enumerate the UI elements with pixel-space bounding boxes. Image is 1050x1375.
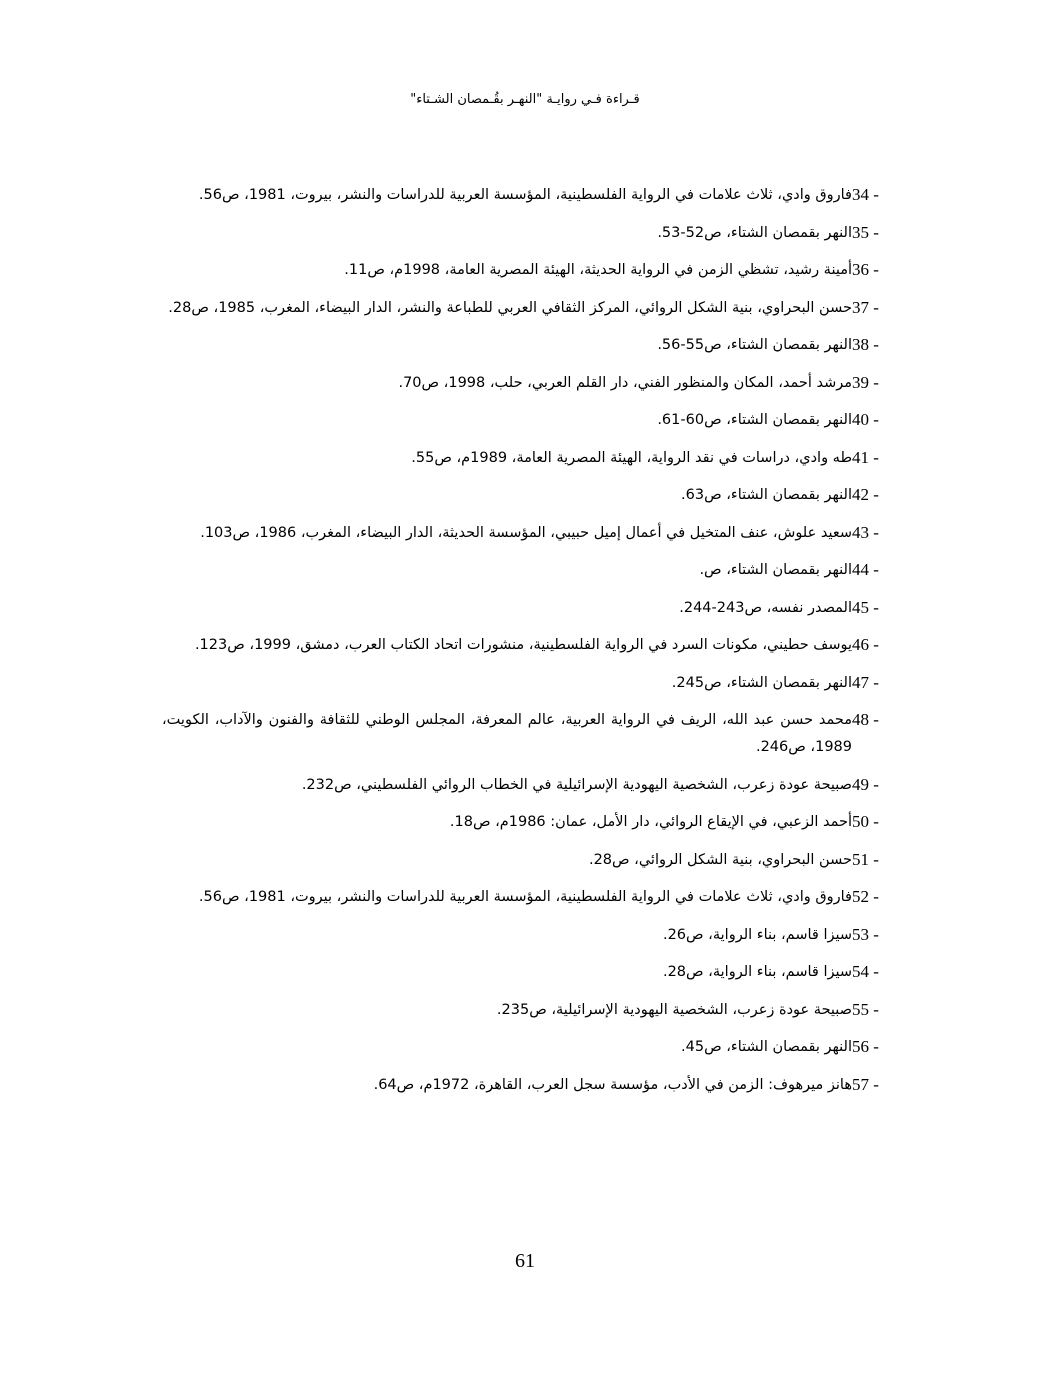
endnote-item xyxy=(162,632,908,659)
endnote-item xyxy=(162,557,908,584)
endnote-number: 42 - xyxy=(852,485,879,504)
endnote-text: مرشد أحمد، المكان والمنظور الفني، دار القلم العربي، حلب، 1998، ص70. xyxy=(398,374,852,391)
endnote-text: النهر بقمصان الشتاء، ص45. xyxy=(681,1039,852,1055)
endnote-number: 39 - xyxy=(852,372,879,392)
endnote-text: هانز ميرهوف: الزمن في الأدب، مؤسسة سجل العرب، القاهرة، 1972م، ص64. xyxy=(373,1076,852,1093)
endnote-text: سعيد علوش، عنف المتخيل في أعمال إميل حبيبي، المؤسسة الحديثة، الدار البيضاء، المغرب، 1986، ص103. xyxy=(200,524,852,541)
endnote-text: أمينة رشيد، تشظي الزمن في الرواية الحديثة، الهيئة المصرية العامة، 1998م، ص11. xyxy=(344,262,852,278)
endnote-item xyxy=(162,1034,908,1061)
endnote-item xyxy=(162,997,908,1024)
endnote-number: 55 - xyxy=(852,999,879,1019)
endnote-text: حسن البحراوي، بنية الشكل الروائي، المركز الثقافي العربي للطباعة والنشر، الدار البيضاء، المغرب، 1985، ص28. xyxy=(168,299,852,316)
endnote-number: 49 - xyxy=(852,774,879,794)
endnote-text: سيزا قاسم، بناء الرواية، ص28. xyxy=(662,964,852,980)
endnote-text: النهر بقمصان الشتاء، ص60-61. xyxy=(657,412,852,428)
endnote-number: 41 - xyxy=(852,447,879,467)
endnote-number: 36 - xyxy=(852,260,879,279)
endnote-text: المصدر نفسه، ص243-244. xyxy=(679,599,852,616)
endnote-item xyxy=(162,847,908,874)
endnote-item xyxy=(162,670,908,697)
page-number: 61 xyxy=(515,1250,535,1272)
endnote-item xyxy=(162,370,908,397)
endnote-item xyxy=(162,257,908,284)
endnote-item xyxy=(162,1072,908,1099)
endnote-text: النهر بقمصان الشتاء، ص52-53. xyxy=(657,224,852,241)
endnote-item xyxy=(162,809,908,836)
endnote-item xyxy=(162,182,908,209)
endnote-text: صبيحة عودة زعرب، الشخصية اليهودية الإسرائيلية، ص235. xyxy=(496,1001,852,1018)
endnote-number: 54 - xyxy=(852,962,879,981)
endnote-item xyxy=(162,407,908,434)
endnote-text: النهر بقمصان الشتاء، ص. xyxy=(699,562,852,578)
endnote-number: 37 - xyxy=(852,297,879,317)
endnote-text: صبيحة عودة زعرب، الشخصية اليهودية الإسرائيلية في الخطاب الروائي الفلسطيني، ص232. xyxy=(301,776,852,793)
endnote-item xyxy=(162,220,908,247)
endnote-number: 48 - xyxy=(852,710,879,729)
endnote-number: 52 - xyxy=(852,887,879,906)
endnote-text: يوسف حطيني، مكونات السرد في الرواية الفلسطينية، منشورات اتحاد الكتاب العرب، دمشق، 1999، ص123. xyxy=(194,637,852,653)
endnote-number: 50 - xyxy=(852,812,879,831)
endnote-number: 51 - xyxy=(852,849,879,869)
endnote-number: 43 - xyxy=(852,522,879,542)
endnote-text: محمد حسن عبد الله، الريف في الرواية العربية، عالم المعرفة، المجلس الوطني للثقافة والفنون والآداب، الكويت، 1989، ص246. xyxy=(162,712,852,755)
endnote-item xyxy=(162,332,908,359)
endnote-text: النهر بقمصان الشتاء، ص55-56. xyxy=(657,337,852,353)
endnote-number: 40 - xyxy=(852,410,879,429)
endnote-text: النهر بقمصان الشتاء، ص245. xyxy=(671,674,852,691)
endnote-item xyxy=(162,520,908,547)
endnote-number: 44 - xyxy=(852,560,879,579)
endnote-number: 56 - xyxy=(852,1037,879,1056)
endnote-number: 35 - xyxy=(852,222,879,242)
endnote-item xyxy=(162,959,908,986)
endnote-item xyxy=(162,595,908,622)
endnote-item xyxy=(162,482,908,509)
endnote-number: 57 - xyxy=(852,1074,879,1094)
endnote-number: 38 - xyxy=(852,335,879,354)
endnote-number: 53 - xyxy=(852,924,879,944)
endnote-item xyxy=(162,922,908,949)
endnote-number: 34 - xyxy=(852,185,879,204)
endnote-text: النهر بقمصان الشتاء، ص63. xyxy=(681,487,852,503)
endnote-text: حسن البحراوي، بنية الشكل الروائي، ص28. xyxy=(588,851,852,868)
endnote-item xyxy=(162,445,908,472)
endnote-text: أحمد الزعبي، في الإيقاع الروائي، دار الأمل، عمان: 1986م، ص18. xyxy=(449,814,852,830)
endnote-item xyxy=(162,295,908,322)
endnote-number: 46 - xyxy=(852,635,879,654)
endnote-item xyxy=(162,884,908,911)
endnote-number: 45 - xyxy=(852,597,879,617)
endnote-item xyxy=(162,772,908,799)
endnote-text: سيزا قاسم، بناء الرواية، ص26. xyxy=(662,926,852,943)
running-header: قـراءة فـي روايـة "النهـر بقُـمصان الشـتاء" xyxy=(410,92,640,107)
endnote-item xyxy=(162,707,908,761)
endnote-text: طه وادي، دراسات في نقد الرواية، الهيئة المصرية العامة، 1989م، ص55. xyxy=(411,449,852,466)
endnote-text: فاروق وادي، ثلاث علامات في الرواية الفلسطينية، المؤسسة العربية للدراسات والنشر، بيروت، 1981، ص56. xyxy=(198,889,852,905)
endnote-number: 47 - xyxy=(852,672,879,692)
endnote-text: فاروق وادي، ثلاث علامات في الرواية الفلسطينية، المؤسسة العربية للدراسات والنشر، بيروت، 1981، ص56. xyxy=(198,187,852,203)
endnotes-list xyxy=(162,182,908,1109)
